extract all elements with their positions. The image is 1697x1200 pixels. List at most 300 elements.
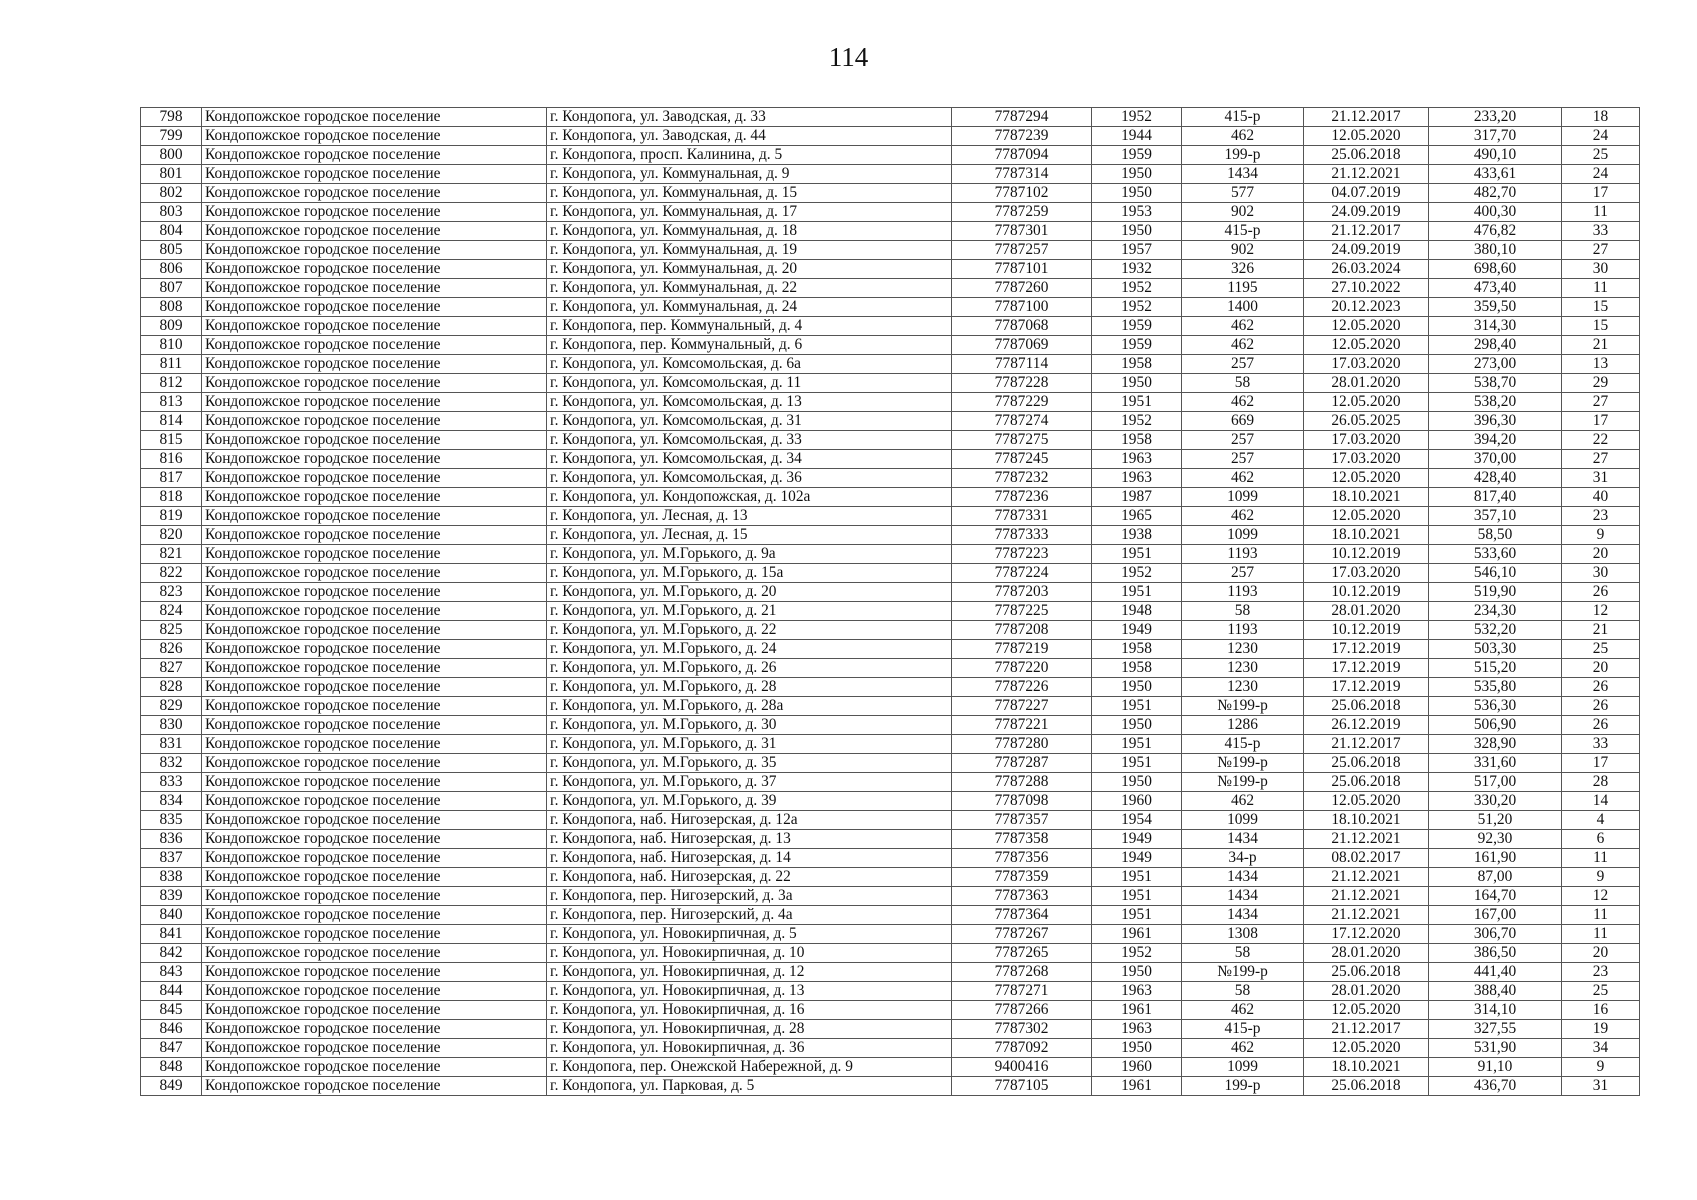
document-date-cell: 25.06.2018 (1304, 754, 1429, 773)
document-number-cell: 1099 (1182, 811, 1304, 830)
residents-cell: 11 (1562, 925, 1640, 944)
residents-cell: 27 (1562, 450, 1640, 469)
document-date-cell: 21.12.2021 (1304, 906, 1429, 925)
address-cell: г. Кондопога, ул. Лесная, д. 13 (547, 507, 952, 526)
table-row (141, 1039, 1640, 1058)
residents-cell: 9 (1562, 526, 1640, 545)
year-built-cell: 1950 (1092, 374, 1182, 393)
year-built-cell: 1958 (1092, 640, 1182, 659)
document-number-cell: 34-р (1182, 849, 1304, 868)
building-code-cell: 7787225 (952, 602, 1092, 621)
year-built-cell: 1950 (1092, 184, 1182, 203)
row-number-cell: 842 (141, 944, 202, 963)
document-number-cell: №199-р (1182, 754, 1304, 773)
address-cell: г. Кондопога, ул. Коммунальная, д. 15 (547, 184, 952, 203)
document-date-cell: 25.06.2018 (1304, 1077, 1429, 1096)
page-number: 114 (828, 42, 869, 72)
address-cell: г. Кондопога, ул. Новокирпичная, д. 13 (547, 982, 952, 1001)
document-number-cell: 1099 (1182, 1058, 1304, 1077)
year-built-cell: 1948 (1092, 602, 1182, 621)
year-built-cell: 1960 (1092, 792, 1182, 811)
building-code-cell: 7787257 (952, 241, 1092, 260)
residents-cell: 12 (1562, 602, 1640, 621)
row-number-cell: 848 (141, 1058, 202, 1077)
building-code-cell: 7787232 (952, 469, 1092, 488)
area-cell: 482,70 (1429, 184, 1562, 203)
building-code-cell: 9400416 (952, 1058, 1092, 1077)
row-number-cell: 813 (141, 393, 202, 412)
row-number-cell: 802 (141, 184, 202, 203)
residents-cell: 15 (1562, 298, 1640, 317)
row-number-cell: 816 (141, 450, 202, 469)
municipality-cell: Кондопожское городское поселение (202, 488, 547, 507)
building-code-cell: 7787333 (952, 526, 1092, 545)
document-number-cell: 415-р (1182, 222, 1304, 241)
address-cell: г. Кондопога, ул. Коммунальная, д. 18 (547, 222, 952, 241)
building-code-cell: 7787280 (952, 735, 1092, 754)
table-row (141, 754, 1640, 773)
building-code-cell: 7787101 (952, 260, 1092, 279)
municipality-cell: Кондопожское городское поселение (202, 659, 547, 678)
municipality-cell: Кондопожское городское поселение (202, 222, 547, 241)
document-date-cell: 12.05.2020 (1304, 127, 1429, 146)
building-code-cell: 7787228 (952, 374, 1092, 393)
residents-cell: 11 (1562, 906, 1640, 925)
year-built-cell: 1951 (1092, 697, 1182, 716)
building-code-cell: 7787068 (952, 317, 1092, 336)
building-code-cell: 7787114 (952, 355, 1092, 374)
table-row (141, 602, 1640, 621)
row-number-cell: 808 (141, 298, 202, 317)
document-number-cell: №199-р (1182, 697, 1304, 716)
area-cell: 87,00 (1429, 868, 1562, 887)
area-cell: 441,40 (1429, 963, 1562, 982)
document-number-cell: 1099 (1182, 526, 1304, 545)
residents-cell: 25 (1562, 982, 1640, 1001)
table-row (141, 564, 1640, 583)
row-number-cell: 847 (141, 1039, 202, 1058)
year-built-cell: 1958 (1092, 659, 1182, 678)
document-date-cell: 21.12.2021 (1304, 830, 1429, 849)
residents-cell: 20 (1562, 659, 1640, 678)
residents-cell: 4 (1562, 811, 1640, 830)
residents-cell: 19 (1562, 1020, 1640, 1039)
area-cell: 535,80 (1429, 678, 1562, 697)
document-date-cell: 17.03.2020 (1304, 431, 1429, 450)
residents-cell: 28 (1562, 773, 1640, 792)
document-number-cell: 1193 (1182, 621, 1304, 640)
area-cell: 331,60 (1429, 754, 1562, 773)
row-number-cell: 840 (141, 906, 202, 925)
document-number-cell: 1434 (1182, 830, 1304, 849)
year-built-cell: 1938 (1092, 526, 1182, 545)
document-number-cell: 462 (1182, 1039, 1304, 1058)
row-number-cell: 799 (141, 127, 202, 146)
municipality-cell: Кондопожское городское поселение (202, 450, 547, 469)
document-date-cell: 04.07.2019 (1304, 184, 1429, 203)
building-code-cell: 7787294 (952, 108, 1092, 127)
document-date-cell: 21.12.2021 (1304, 887, 1429, 906)
area-cell: 473,40 (1429, 279, 1562, 298)
residents-cell: 14 (1562, 792, 1640, 811)
row-number-cell: 814 (141, 412, 202, 431)
residents-cell: 31 (1562, 469, 1640, 488)
area-cell: 91,10 (1429, 1058, 1562, 1077)
address-cell: г. Кондопога, ул. Кондопожская, д. 102а (547, 488, 952, 507)
building-code-cell: 7787239 (952, 127, 1092, 146)
residents-cell: 26 (1562, 678, 1640, 697)
document-number-cell: 1099 (1182, 488, 1304, 507)
municipality-cell: Кондопожское городское поселение (202, 697, 547, 716)
area-cell: 817,40 (1429, 488, 1562, 507)
address-cell: г. Кондопога, ул. М.Горького, д. 9а (547, 545, 952, 564)
table-row (141, 279, 1640, 298)
residents-cell: 33 (1562, 735, 1640, 754)
year-built-cell: 1965 (1092, 507, 1182, 526)
residents-cell: 21 (1562, 621, 1640, 640)
document-number-cell: 415-р (1182, 735, 1304, 754)
municipality-cell: Кондопожское городское поселение (202, 279, 547, 298)
row-number-cell: 821 (141, 545, 202, 564)
row-number-cell: 849 (141, 1077, 202, 1096)
document-number-cell: 415-р (1182, 108, 1304, 127)
address-cell: г. Кондопога, пер. Коммунальный, д. 6 (547, 336, 952, 355)
residents-cell: 27 (1562, 241, 1640, 260)
building-code-cell: 7787274 (952, 412, 1092, 431)
address-cell: г. Кондопога, ул. Комсомольская, д. 11 (547, 374, 952, 393)
table-row (141, 108, 1640, 127)
year-built-cell: 1961 (1092, 1077, 1182, 1096)
building-code-cell: 7787331 (952, 507, 1092, 526)
table-row (141, 241, 1640, 260)
row-number-cell: 835 (141, 811, 202, 830)
building-code-cell: 7787275 (952, 431, 1092, 450)
municipality-cell: Кондопожское городское поселение (202, 830, 547, 849)
document-date-cell: 12.05.2020 (1304, 1039, 1429, 1058)
residents-cell: 17 (1562, 754, 1640, 773)
row-number-cell: 823 (141, 583, 202, 602)
year-built-cell: 1952 (1092, 944, 1182, 963)
row-number-cell: 837 (141, 849, 202, 868)
table-row (141, 716, 1640, 735)
address-cell: г. Кондопога, ул. Коммунальная, д. 24 (547, 298, 952, 317)
table-row (141, 146, 1640, 165)
document-number-cell: 1434 (1182, 165, 1304, 184)
address-cell: г. Кондопога, ул. М.Горького, д. 28 (547, 678, 952, 697)
table-row (141, 1020, 1640, 1039)
building-code-cell: 7787359 (952, 868, 1092, 887)
row-number-cell: 811 (141, 355, 202, 374)
row-number-cell: 827 (141, 659, 202, 678)
year-built-cell: 1953 (1092, 203, 1182, 222)
area-cell: 536,30 (1429, 697, 1562, 716)
document-number-cell: 58 (1182, 602, 1304, 621)
area-cell: 92,30 (1429, 830, 1562, 849)
building-code-cell: 7787224 (952, 564, 1092, 583)
document-date-cell: 18.10.2021 (1304, 1058, 1429, 1077)
municipality-cell: Кондопожское городское поселение (202, 355, 547, 374)
municipality-cell: Кондопожское городское поселение (202, 849, 547, 868)
address-cell: г. Кондопога, просп. Калинина, д. 5 (547, 146, 952, 165)
building-code-cell: 7787221 (952, 716, 1092, 735)
address-cell: г. Кондопога, пер. Нигозерский, д. 4а (547, 906, 952, 925)
document-number-cell: 577 (1182, 184, 1304, 203)
year-built-cell: 1958 (1092, 355, 1182, 374)
area-cell: 298,40 (1429, 336, 1562, 355)
year-built-cell: 1954 (1092, 811, 1182, 830)
municipality-cell: Кондопожское городское поселение (202, 640, 547, 659)
building-code-cell: 7787223 (952, 545, 1092, 564)
residents-cell: 33 (1562, 222, 1640, 241)
table-row (141, 583, 1640, 602)
table-row (141, 1001, 1640, 1020)
row-number-cell: 804 (141, 222, 202, 241)
building-code-cell: 7787203 (952, 583, 1092, 602)
address-cell: г. Кондопога, ул. М.Горького, д. 24 (547, 640, 952, 659)
building-code-cell: 7787302 (952, 1020, 1092, 1039)
residents-cell: 9 (1562, 1058, 1640, 1077)
table-row (141, 1058, 1640, 1077)
table-row (141, 773, 1640, 792)
building-code-cell: 7787227 (952, 697, 1092, 716)
document-number-cell: 58 (1182, 374, 1304, 393)
document-number-cell: №199-р (1182, 963, 1304, 982)
residents-cell: 12 (1562, 887, 1640, 906)
municipality-cell: Кондопожское городское поселение (202, 241, 547, 260)
municipality-cell: Кондопожское городское поселение (202, 507, 547, 526)
year-built-cell: 1959 (1092, 336, 1182, 355)
municipality-cell: Кондопожское городское поселение (202, 716, 547, 735)
address-cell: г. Кондопога, пер. Нигозерский, д. 3а (547, 887, 952, 906)
area-cell: 538,70 (1429, 374, 1562, 393)
row-number-cell: 803 (141, 203, 202, 222)
area-cell: 428,40 (1429, 469, 1562, 488)
address-cell: г. Кондопога, ул. М.Горького, д. 26 (547, 659, 952, 678)
area-cell: 357,10 (1429, 507, 1562, 526)
residents-cell: 29 (1562, 374, 1640, 393)
residents-cell: 23 (1562, 963, 1640, 982)
year-built-cell: 1952 (1092, 564, 1182, 583)
table-row (141, 488, 1640, 507)
row-number-cell: 798 (141, 108, 202, 127)
year-built-cell: 1949 (1092, 830, 1182, 849)
municipality-cell: Кондопожское городское поселение (202, 127, 547, 146)
document-number-cell: 58 (1182, 944, 1304, 963)
building-code-cell: 7787100 (952, 298, 1092, 317)
building-code-cell: 7787288 (952, 773, 1092, 792)
building-code-cell: 7787245 (952, 450, 1092, 469)
address-cell: г. Кондопога, ул. Коммунальная, д. 17 (547, 203, 952, 222)
document-date-cell: 21.12.2017 (1304, 735, 1429, 754)
residents-cell: 23 (1562, 507, 1640, 526)
area-cell: 317,70 (1429, 127, 1562, 146)
year-built-cell: 1960 (1092, 1058, 1182, 1077)
address-cell: г. Кондопога, ул. М.Горького, д. 15а (547, 564, 952, 583)
municipality-cell: Кондопожское городское поселение (202, 811, 547, 830)
building-code-cell: 7787092 (952, 1039, 1092, 1058)
building-code-cell: 7787356 (952, 849, 1092, 868)
area-cell: 370,00 (1429, 450, 1562, 469)
address-cell: г. Кондопога, ул. Парковая, д. 5 (547, 1077, 952, 1096)
row-number-cell: 824 (141, 602, 202, 621)
municipality-cell: Кондопожское городское поселение (202, 412, 547, 431)
address-cell: г. Кондопога, ул. М.Горького, д. 37 (547, 773, 952, 792)
residents-cell: 11 (1562, 849, 1640, 868)
document-number-cell: 1286 (1182, 716, 1304, 735)
area-cell: 233,20 (1429, 108, 1562, 127)
document-number-cell: 1230 (1182, 640, 1304, 659)
residents-cell: 26 (1562, 716, 1640, 735)
row-number-cell: 836 (141, 830, 202, 849)
document-number-cell: №199-р (1182, 773, 1304, 792)
year-built-cell: 1963 (1092, 982, 1182, 1001)
document-number-cell: 902 (1182, 203, 1304, 222)
year-built-cell: 1951 (1092, 735, 1182, 754)
table-row (141, 431, 1640, 450)
document-date-cell: 18.10.2021 (1304, 488, 1429, 507)
building-code-cell: 7787266 (952, 1001, 1092, 1020)
municipality-cell: Кондопожское городское поселение (202, 298, 547, 317)
address-cell: г. Кондопога, ул. Новокирпичная, д. 5 (547, 925, 952, 944)
row-number-cell: 834 (141, 792, 202, 811)
table-row (141, 697, 1640, 716)
document-date-cell: 18.10.2021 (1304, 811, 1429, 830)
table-row (141, 450, 1640, 469)
municipality-cell: Кондопожское городское поселение (202, 1001, 547, 1020)
area-cell: 436,70 (1429, 1077, 1562, 1096)
document-number-cell: 462 (1182, 336, 1304, 355)
row-number-cell: 828 (141, 678, 202, 697)
document-date-cell: 26.05.2025 (1304, 412, 1429, 431)
document-date-cell: 17.12.2019 (1304, 640, 1429, 659)
residents-cell: 9 (1562, 868, 1640, 887)
residents-cell: 20 (1562, 944, 1640, 963)
area-cell: 51,20 (1429, 811, 1562, 830)
building-code-cell: 7787267 (952, 925, 1092, 944)
building-code-cell: 7787105 (952, 1077, 1092, 1096)
year-built-cell: 1987 (1092, 488, 1182, 507)
building-code-cell: 7787260 (952, 279, 1092, 298)
table-row (141, 944, 1640, 963)
document-date-cell: 28.01.2020 (1304, 944, 1429, 963)
building-code-cell: 7787363 (952, 887, 1092, 906)
residents-cell: 34 (1562, 1039, 1640, 1058)
area-cell: 327,55 (1429, 1020, 1562, 1039)
table-row (141, 849, 1640, 868)
area-cell: 328,90 (1429, 735, 1562, 754)
table-row (141, 982, 1640, 1001)
year-built-cell: 1952 (1092, 412, 1182, 431)
year-built-cell: 1950 (1092, 963, 1182, 982)
area-cell: 490,10 (1429, 146, 1562, 165)
row-number-cell: 820 (141, 526, 202, 545)
year-built-cell: 1950 (1092, 716, 1182, 735)
building-code-cell: 7787271 (952, 982, 1092, 1001)
row-number-cell: 805 (141, 241, 202, 260)
year-built-cell: 1958 (1092, 431, 1182, 450)
municipality-cell: Кондопожское городское поселение (202, 469, 547, 488)
table-row (141, 963, 1640, 982)
municipality-cell: Кондопожское городское поселение (202, 735, 547, 754)
document-number-cell: 1308 (1182, 925, 1304, 944)
document-date-cell: 12.05.2020 (1304, 469, 1429, 488)
municipality-cell: Кондопожское городское поселение (202, 184, 547, 203)
municipality-cell: Кондопожское городское поселение (202, 1058, 547, 1077)
document-date-cell: 10.12.2019 (1304, 621, 1429, 640)
row-number-cell: 839 (141, 887, 202, 906)
year-built-cell: 1957 (1092, 241, 1182, 260)
document-number-cell: 1230 (1182, 659, 1304, 678)
document-number-cell: 1195 (1182, 279, 1304, 298)
residents-cell: 25 (1562, 640, 1640, 659)
document-date-cell: 12.05.2020 (1304, 393, 1429, 412)
document-date-cell: 25.06.2018 (1304, 963, 1429, 982)
address-cell: г. Кондопога, ул. Заводская, д. 33 (547, 108, 952, 127)
table-row (141, 298, 1640, 317)
residents-cell: 24 (1562, 165, 1640, 184)
area-cell: 306,70 (1429, 925, 1562, 944)
row-number-cell: 825 (141, 621, 202, 640)
municipality-cell: Кондопожское городское поселение (202, 925, 547, 944)
year-built-cell: 1951 (1092, 393, 1182, 412)
document-date-cell: 26.03.2024 (1304, 260, 1429, 279)
area-cell: 546,10 (1429, 564, 1562, 583)
document-date-cell: 21.12.2017 (1304, 108, 1429, 127)
residents-cell: 25 (1562, 146, 1640, 165)
document-number-cell: 1193 (1182, 583, 1304, 602)
address-cell: г. Кондопога, наб. Нигозерская, д. 12а (547, 811, 952, 830)
document-date-cell: 12.05.2020 (1304, 317, 1429, 336)
document-date-cell: 21.12.2021 (1304, 165, 1429, 184)
building-code-cell: 7787268 (952, 963, 1092, 982)
row-number-cell: 830 (141, 716, 202, 735)
building-code-cell: 7787301 (952, 222, 1092, 241)
document-date-cell: 17.03.2020 (1304, 564, 1429, 583)
year-built-cell: 1952 (1092, 279, 1182, 298)
document-number-cell: 462 (1182, 317, 1304, 336)
row-number-cell: 801 (141, 165, 202, 184)
address-cell: г. Кондопога, ул. М.Горького, д. 21 (547, 602, 952, 621)
registry-body (141, 108, 1640, 1096)
address-cell: г. Кондопога, ул. Новокирпичная, д. 12 (547, 963, 952, 982)
area-cell: 517,00 (1429, 773, 1562, 792)
municipality-cell: Кондопожское городское поселение (202, 545, 547, 564)
municipality-cell: Кондопожское городское поселение (202, 165, 547, 184)
year-built-cell: 1963 (1092, 1020, 1182, 1039)
residents-cell: 17 (1562, 184, 1640, 203)
table-row (141, 222, 1640, 241)
address-cell: г. Кондопога, ул. Комсомольская, д. 6а (547, 355, 952, 374)
address-cell: г. Кондопога, ул. М.Горького, д. 30 (547, 716, 952, 735)
row-number-cell: 844 (141, 982, 202, 1001)
residents-cell: 17 (1562, 412, 1640, 431)
area-cell: 167,00 (1429, 906, 1562, 925)
year-built-cell: 1952 (1092, 298, 1182, 317)
address-cell: г. Кондопога, ул. Заводская, д. 44 (547, 127, 952, 146)
document-number-cell: 1400 (1182, 298, 1304, 317)
building-code-cell: 7787358 (952, 830, 1092, 849)
address-cell: г. Кондопога, ул. Комсомольская, д. 31 (547, 412, 952, 431)
municipality-cell: Кондопожское городское поселение (202, 868, 547, 887)
building-code-cell: 7787219 (952, 640, 1092, 659)
table-row (141, 925, 1640, 944)
row-number-cell: 806 (141, 260, 202, 279)
document-number-cell: 257 (1182, 431, 1304, 450)
address-cell: г. Кондопога, ул. М.Горького, д. 35 (547, 754, 952, 773)
document-date-cell: 17.12.2019 (1304, 678, 1429, 697)
building-code-cell: 7787208 (952, 621, 1092, 640)
area-cell: 400,30 (1429, 203, 1562, 222)
